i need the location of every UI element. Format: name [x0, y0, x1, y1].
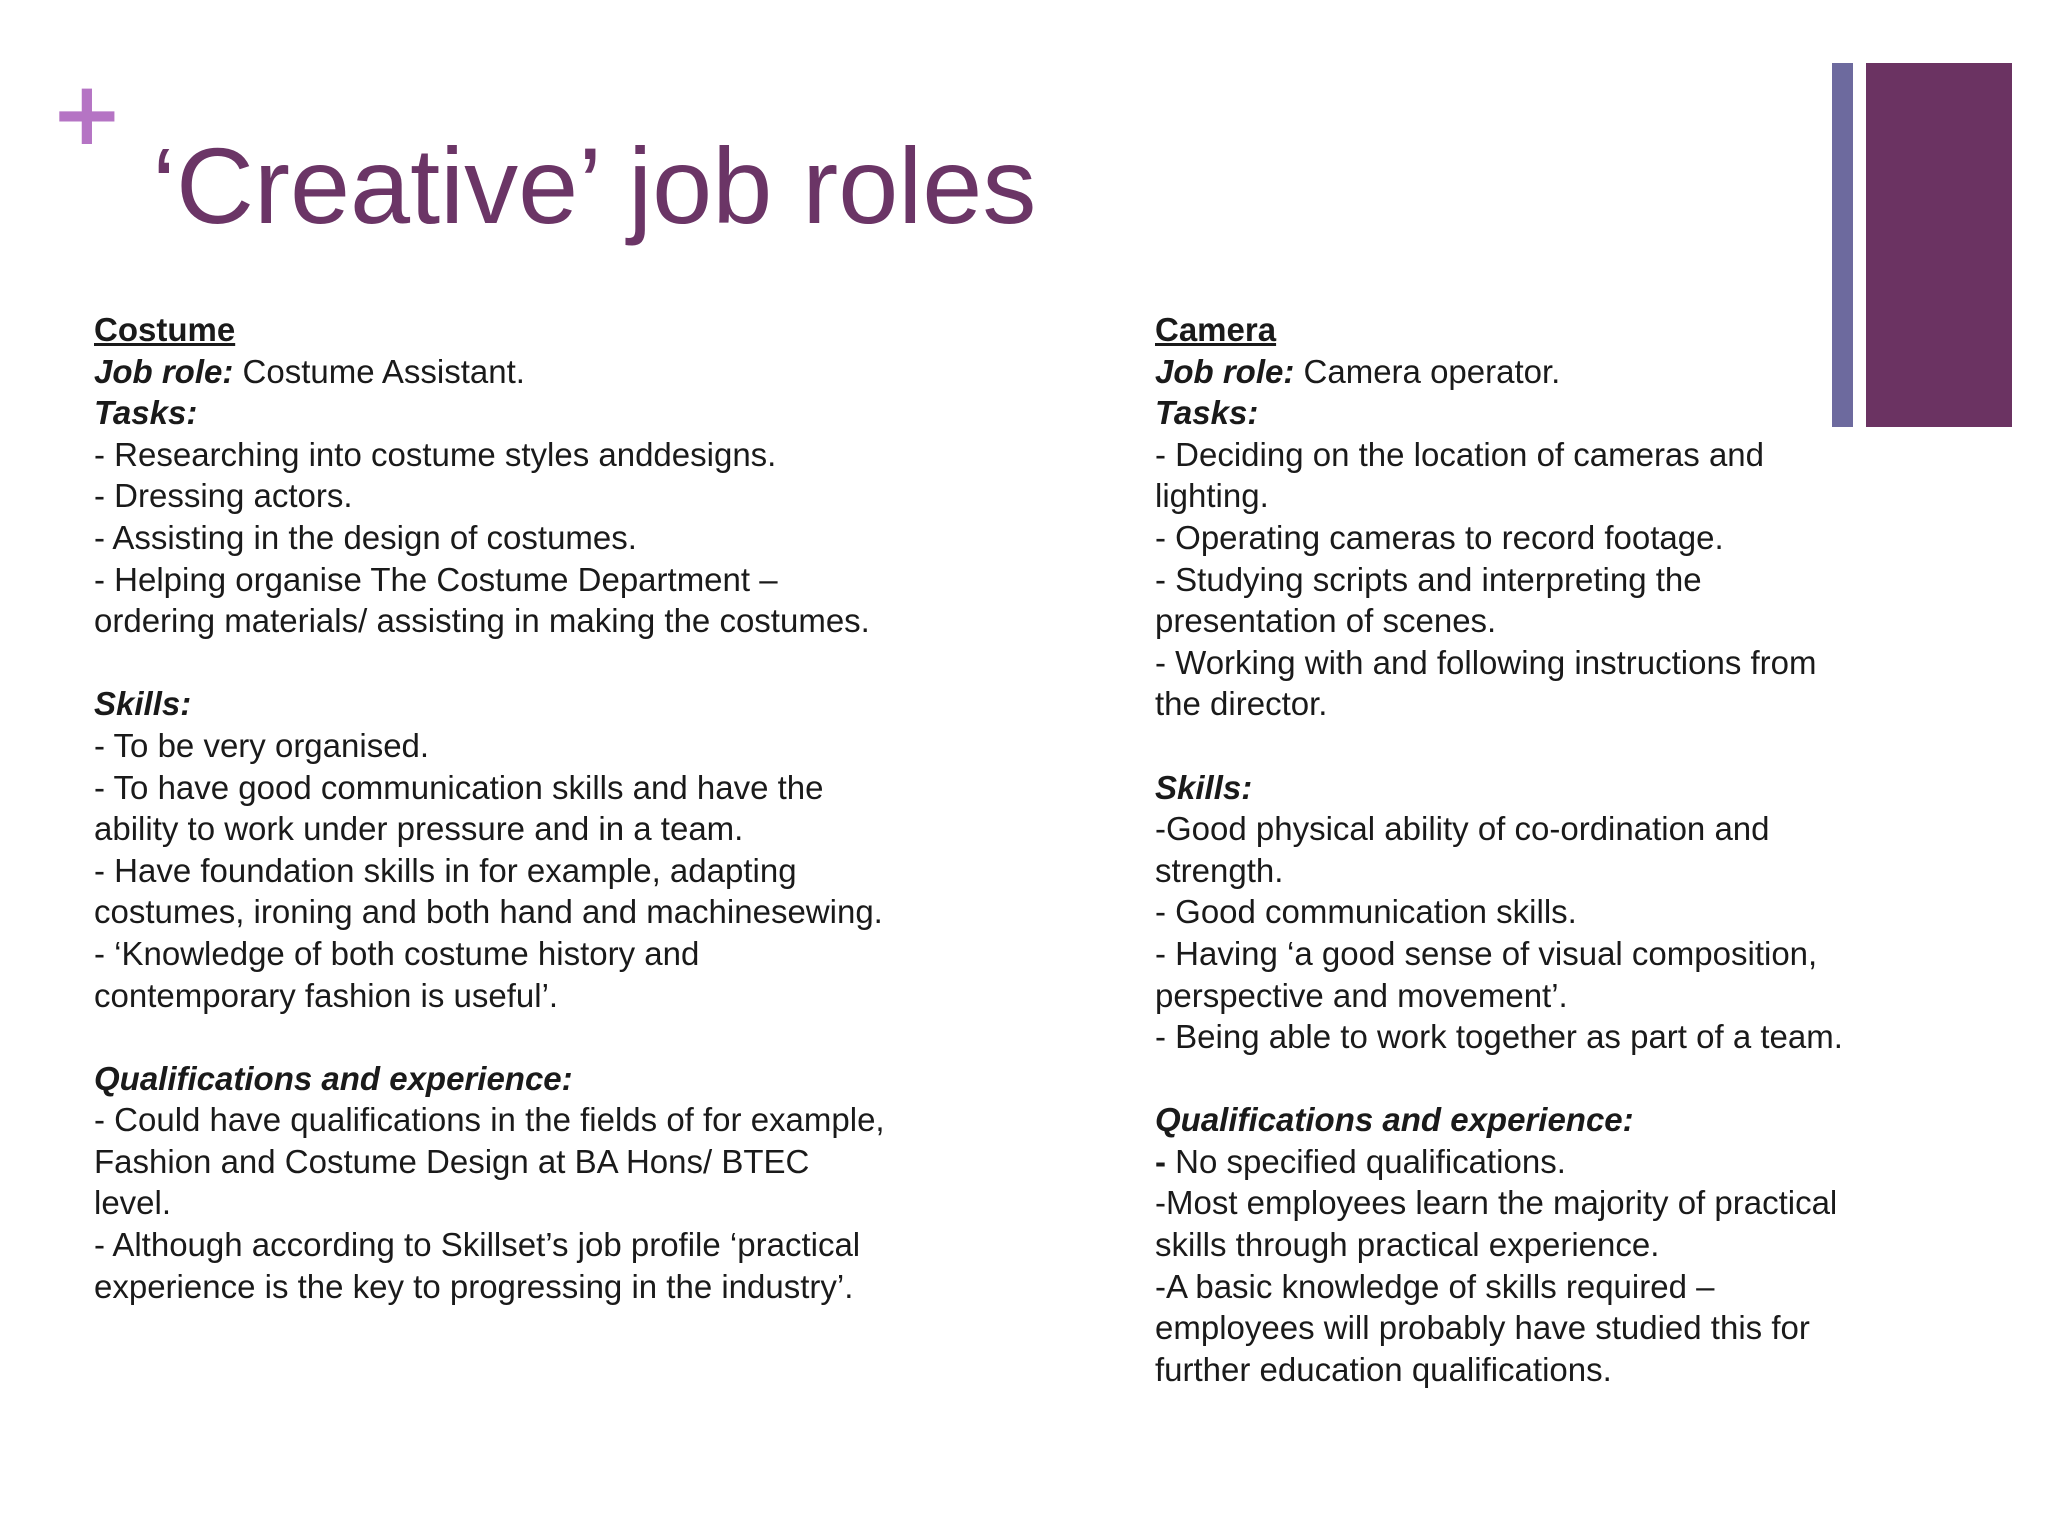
costume-qualifications-label: Qualifications and experience:	[94, 1059, 573, 1097]
spacer	[1155, 725, 2015, 767]
camera-skill-line: - Being able to work together as part of a team.	[1155, 1018, 1843, 1056]
job-role-value: Costume Assistant.	[233, 352, 525, 390]
costume-task-line: - Helping organise The Costume Department –	[94, 560, 778, 598]
costume-heading: Costume	[94, 311, 236, 348]
costume-skill-line: - ‘Knowledge of both costume history and	[94, 934, 700, 972]
camera-qualification-line: further education qualifications.	[1155, 1350, 1612, 1388]
costume-qualification-line: experience is the key to progressing in the industry’.	[94, 1267, 854, 1305]
camera-qualification-line: -A basic knowledge of skills required –	[1155, 1267, 1715, 1305]
camera-task-line: the director.	[1155, 685, 1328, 723]
camera-qualification-line	[1155, 1141, 2015, 1183]
costume-tasks-label: Tasks:	[94, 394, 198, 432]
job-role-label: Job role:	[94, 352, 234, 390]
camera-task-line: - Deciding on the location of cameras and	[1155, 435, 1765, 473]
costume-skill-line: costumes, ironing and both hand and machinesewing.	[94, 893, 883, 931]
camera-qualifications-label: Qualifications and experience:	[1155, 1101, 1634, 1139]
costume-qualification-line: level.	[94, 1184, 172, 1222]
costume-skills-label: Skills:	[94, 685, 192, 723]
spacer	[94, 1016, 994, 1058]
costume-qualification-line: - Although according to Skillset’s job profile ‘practical	[94, 1226, 861, 1264]
camera-qualification-line: skills through practical experience.	[1155, 1226, 1660, 1264]
camera-skill-line: perspective and movement’.	[1155, 976, 1568, 1014]
camera-skill-line: strength.	[1155, 851, 1284, 889]
camera-job-role	[1155, 351, 2015, 393]
costume-skill-line: - To have good communication skills and have the	[94, 768, 824, 806]
costume-qualification-line: Fashion and Costume Design at BA Hons/ BTEC	[94, 1142, 810, 1180]
costume-task-line: - Researching into costume styles anddesigns.	[94, 435, 777, 473]
dash-bold: -	[1155, 1142, 1166, 1180]
camera-qualification-line: employees will probably have studied this for	[1155, 1309, 1810, 1347]
camera-skill-line: - Having ‘a good sense of visual composition,	[1155, 934, 1818, 972]
spacer	[94, 642, 994, 684]
camera-task-line: - Operating cameras to record footage.	[1155, 518, 1724, 556]
camera-task-line: lighting.	[1155, 477, 1269, 515]
camera-task-line: - Studying scripts and interpreting the	[1155, 560, 1702, 598]
costume-job-role	[94, 351, 994, 393]
costume-qualification-line: - Could have qualifications in the fields of for example,	[94, 1101, 885, 1139]
camera-task-line: presentation of scenes.	[1155, 602, 1497, 640]
costume-skill-line: contemporary fashion is useful’.	[94, 976, 559, 1014]
camera-skill-line: -Good physical ability of co-ordination and	[1155, 810, 1770, 848]
costume-skill-line: - Have foundation skills in for example, adapting	[94, 851, 797, 889]
camera-column	[1155, 309, 2015, 1390]
camera-tasks-label: Tasks:	[1155, 394, 1259, 432]
camera-qualification-line: -Most employees learn the majority of practical	[1155, 1184, 1838, 1222]
camera-skills-label: Skills:	[1155, 768, 1253, 806]
camera-task-line: - Working with and following instructions from	[1155, 643, 1817, 681]
plus-icon: +	[50, 62, 124, 165]
job-role-value: Camera operator.	[1294, 352, 1561, 390]
costume-skill-line: - To be very organised.	[94, 726, 430, 764]
costume-task-line: ordering materials/ assisting in making the costumes.	[94, 602, 870, 640]
camera-skill-line: - Good communication skills.	[1155, 893, 1577, 931]
costume-column	[94, 309, 994, 1307]
camera-heading: Camera	[1155, 311, 1277, 348]
qualification-text: No specified qualifications.	[1166, 1142, 1566, 1180]
spacer	[1155, 1058, 2015, 1100]
costume-skill-line: ability to work under pressure and in a team.	[94, 810, 744, 848]
job-role-label: Job role:	[1155, 352, 1295, 390]
costume-task-line: - Assisting in the design of costumes.	[94, 518, 637, 556]
costume-task-line: - Dressing actors.	[94, 477, 353, 515]
slide-title: ‘Creative’ job roles	[152, 125, 1037, 246]
